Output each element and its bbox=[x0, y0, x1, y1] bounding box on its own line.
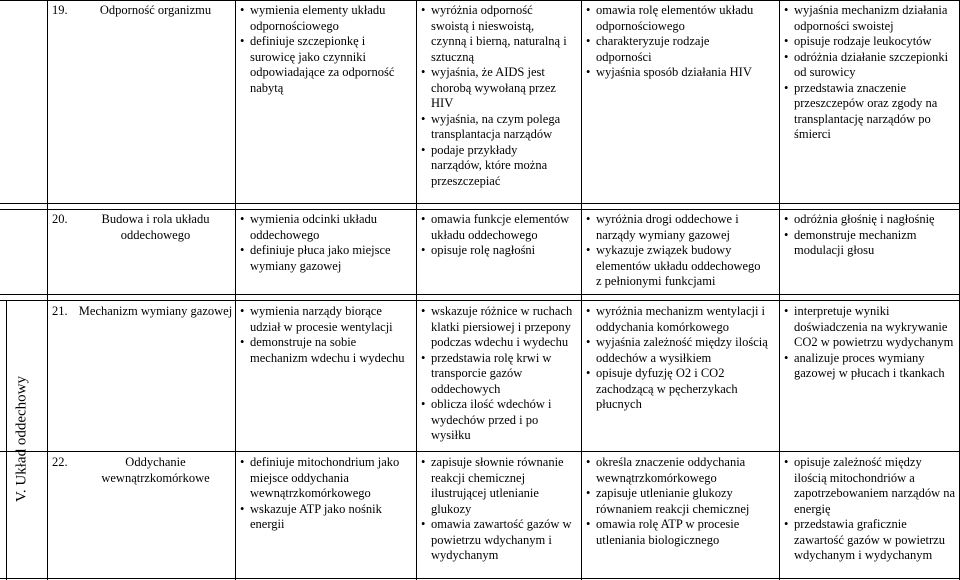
topic-number: 19. bbox=[52, 3, 68, 17]
topic-title: Budowa i rola układu oddechowego bbox=[101, 212, 210, 242]
requirements-excellent bbox=[784, 212, 956, 259]
column-border bbox=[581, 0, 582, 580]
list-item: • omawia rolę elementów układu odpornościowego bbox=[586, 3, 766, 34]
list-item: • przedstawia znaczenie przeszczepów oraz zgody na transplantację narządów po śmierci bbox=[784, 81, 956, 143]
section-label: V. Układ oddechowy bbox=[13, 376, 30, 502]
list-item: • wyróżnia odporność swoistą i nieswoistą, czynną i bierną, naturalną i sztuczną bbox=[421, 3, 571, 65]
list-item: • demonstruje mechanizm modulacji głosu bbox=[784, 228, 956, 259]
list-item: • analizuje proces wymiany gazowej w płucach i tkankach bbox=[784, 351, 956, 382]
list-item: • przedstawia rolę krwi w transporcie gazów oddechowych bbox=[421, 351, 577, 398]
row-border bbox=[0, 451, 960, 452]
requirements-excellent bbox=[784, 455, 956, 564]
requirements-basic bbox=[240, 455, 412, 533]
column-border bbox=[779, 0, 780, 580]
list-item: • wyjaśnia sposób działania HIV bbox=[586, 65, 766, 81]
row-border bbox=[0, 294, 960, 295]
topic-number: 20. bbox=[52, 212, 68, 226]
topic-cell bbox=[48, 455, 234, 486]
topic-number: 22. bbox=[52, 455, 68, 469]
topic-cell bbox=[48, 304, 234, 320]
list-item: • charakteryzuje rodzaje odporności bbox=[586, 34, 766, 65]
topic-cell bbox=[48, 3, 234, 19]
list-item: • opisuje zależność między ilością mitochondriów a zapotrzebowaniem narządów na energię bbox=[784, 455, 956, 517]
topic-cell bbox=[48, 212, 234, 243]
row-border bbox=[0, 578, 960, 579]
topic-title: Mechanizm wymiany gazowej bbox=[78, 304, 233, 318]
requirements-basic bbox=[240, 212, 408, 274]
list-item: • określa znaczenie oddychania wewnątrzkomórkowego bbox=[586, 455, 772, 486]
requirements-complete bbox=[586, 3, 766, 81]
list-item: • definiuje mitochondrium jako miejsce oddychania wewnątrzkomórkowego bbox=[240, 455, 412, 502]
column-border bbox=[235, 0, 236, 580]
list-item: • wyróżnia mechanizm wentylacji i oddychania komórkowego bbox=[586, 304, 772, 335]
list-item: • wyróżnia drogi oddechowe i narządy wymiany gazowej bbox=[586, 212, 766, 243]
requirements-complete bbox=[586, 455, 772, 548]
row-border bbox=[0, 300, 960, 301]
list-item: • definiuje szczepionkę i surowicę jako czynniki odpowiadające za odporność nabytą bbox=[240, 34, 408, 96]
topic-title: Odporność organizmu bbox=[99, 3, 212, 17]
list-item: • definiuje płuca jako miejsce wymiany gazowej bbox=[240, 243, 408, 274]
topic-title: Oddychanie wewnątrzkomórkowe bbox=[101, 455, 210, 485]
list-item: • wyjaśnia mechanizm działania odporności swoistej bbox=[784, 3, 956, 34]
list-item: • wskazuje różnice w ruchach klatki piersiowej i przepony podczas wdechu i wydechu bbox=[421, 304, 577, 351]
requirements-extended bbox=[421, 212, 571, 259]
list-item: • wymienia elementy układu odpornościowego bbox=[240, 3, 408, 34]
column-border bbox=[416, 0, 417, 580]
requirements-extended bbox=[421, 304, 577, 444]
requirements-extended bbox=[421, 455, 577, 564]
row-border bbox=[0, 209, 960, 210]
list-item: • podaje przykłady narządów, które można przeszczepiać bbox=[421, 143, 571, 190]
list-item: • wymienia narządy biorące udział w procesie wentylacji bbox=[240, 304, 408, 335]
list-item: • zapisuje utlenianie glukozy równaniem reakcji chemicznej bbox=[586, 486, 772, 517]
list-item: • wyjaśnia zależność między ilością oddechów a wysiłkiem bbox=[586, 335, 772, 366]
requirements-complete bbox=[586, 304, 772, 413]
requirements-extended bbox=[421, 3, 571, 189]
list-item: • wyjaśnia, że AIDS jest chorobą wywołaną przez HIV bbox=[421, 65, 571, 112]
list-item: • wskazuje ATP jako nośnik energii bbox=[240, 502, 412, 533]
column-border bbox=[47, 0, 48, 580]
row-border bbox=[0, 203, 960, 204]
list-item: • wykazuje związek budowy elementów układu oddechowego z pełnionymi funkcjami bbox=[586, 243, 766, 290]
list-item: • zapisuje słownie równanie reakcji chemicznej ilustrującej utlenianie glukozy bbox=[421, 455, 577, 517]
list-item: • odróżnia działanie szczepionki od surowicy bbox=[784, 50, 956, 81]
requirements-excellent bbox=[784, 304, 956, 382]
topic-number: 21. bbox=[52, 304, 68, 318]
list-item: • wyjaśnia, na czym polega transplantacja narządów bbox=[421, 112, 571, 143]
requirements-basic bbox=[240, 3, 408, 96]
list-item: • opisuje dyfuzję O2 i CO2 zachodzącą w pęcherzykach płucnych bbox=[586, 366, 772, 413]
requirements-excellent bbox=[784, 3, 956, 143]
list-item: • odróżnia głośnię i nagłośnię bbox=[784, 212, 956, 228]
list-item: • opisuje rodzaje leukocytów bbox=[784, 34, 956, 50]
row-border bbox=[0, 0, 960, 1]
list-item: • omawia rolę ATP w procesie utleniania biologicznego bbox=[586, 517, 772, 548]
list-item: • omawia funkcje elementów układu oddechowego bbox=[421, 212, 571, 243]
list-item: • opisuje rolę nagłośni bbox=[421, 243, 571, 259]
requirements-basic bbox=[240, 304, 408, 366]
requirements-complete bbox=[586, 212, 766, 290]
list-item: • interpretuje wyniki doświadczenia na wykrywanie CO2 w powietrzu wydychanym bbox=[784, 304, 956, 351]
list-item: • demonstruje na sobie mechanizm wdechu i wydechu bbox=[240, 335, 408, 366]
list-item: • oblicza ilość wdechów i wydechów przed i po wysiłku bbox=[421, 397, 577, 444]
list-item: • wymienia odcinki układu oddechowego bbox=[240, 212, 408, 243]
list-item: • przedstawia graficznie zawartość gazów w powietrzu wdychanym i wydychanym bbox=[784, 517, 956, 564]
list-item: • omawia zawartość gazów w powietrzu wdychanym i wydychanym bbox=[421, 517, 577, 564]
